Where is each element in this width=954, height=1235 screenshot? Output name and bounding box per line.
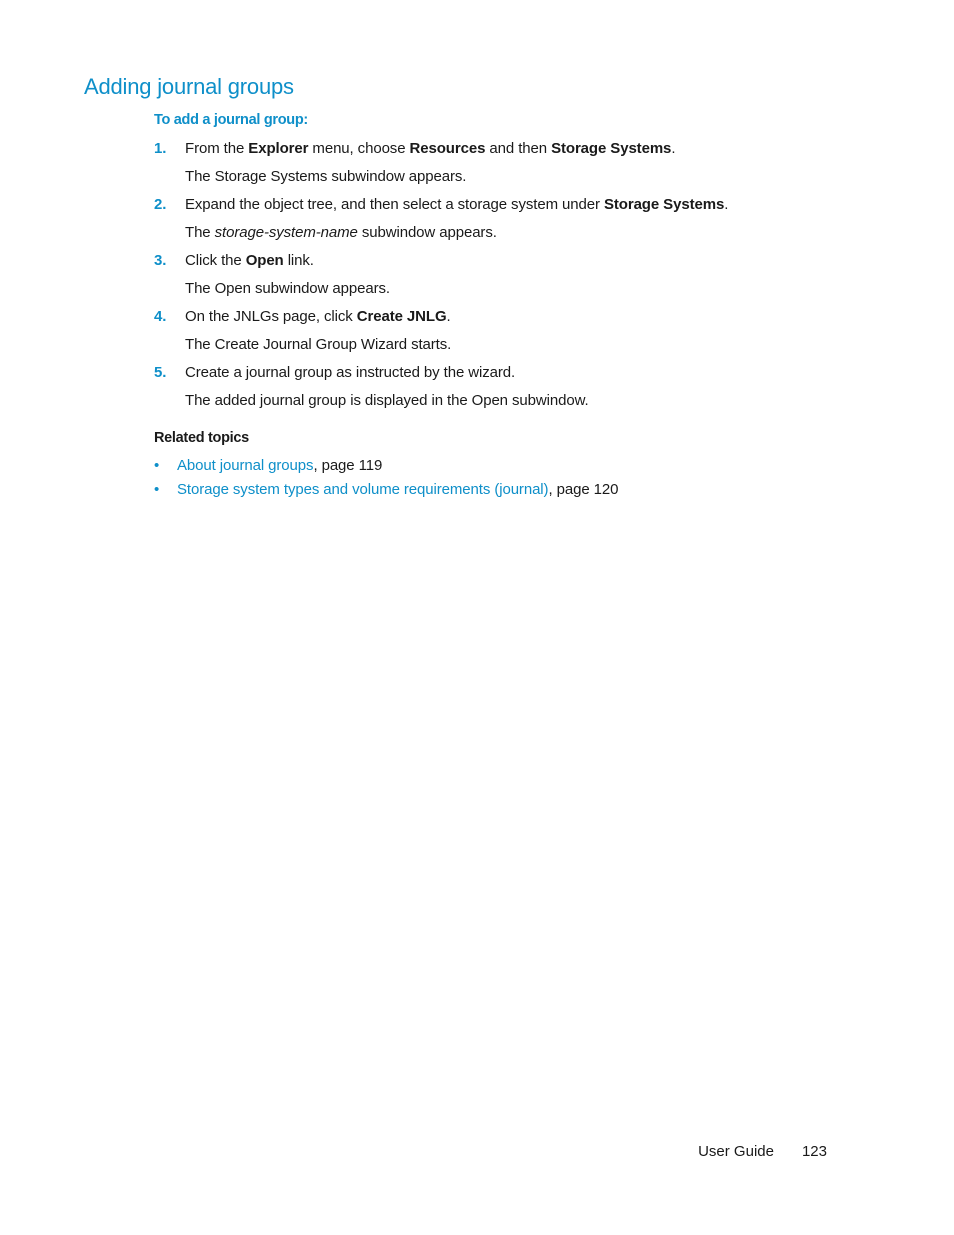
step-4 (154, 306, 854, 362)
bullet-icon: • (154, 457, 160, 474)
page-reference: , page 120 (548, 481, 619, 498)
page-footer (698, 1143, 827, 1160)
ui-term-open: Open (245, 252, 284, 269)
step-number: 1. (154, 140, 167, 157)
link-storage-system-types[interactable]: Storage system types and volume requirements (journal) (177, 481, 549, 498)
step-5 (154, 362, 854, 418)
step-text: The (185, 224, 215, 241)
step-text: menu, choose (308, 140, 410, 157)
ui-term-create-jnlg: Create JNLG (356, 308, 447, 325)
step-number: 5. (154, 364, 167, 381)
step-result: The added journal group is displayed in the Open subwindow. (185, 392, 589, 409)
footer-label: User Guide (698, 1143, 774, 1160)
step-number: 2. (154, 196, 167, 213)
step-instruction (185, 196, 728, 213)
procedure-heading: To add a journal group: (154, 112, 308, 128)
step-number: 3. (154, 252, 167, 269)
ui-term-storage-systems: Storage Systems (551, 140, 672, 157)
ui-term-storage-systems: Storage Systems (603, 196, 725, 213)
step-text: Expand the object tree, and then select a storage system under (185, 196, 604, 213)
step-result (185, 224, 497, 241)
link-about-journal-groups[interactable]: About journal groups (177, 457, 314, 474)
step-result: The Storage Systems subwindow appears. (185, 168, 467, 185)
related-topic (177, 481, 618, 498)
step-1 (154, 138, 854, 194)
step-text: From the (185, 140, 249, 157)
step-instruction (185, 308, 451, 325)
ui-term-explorer: Explorer (248, 140, 309, 157)
ui-term-resources: Resources (409, 140, 486, 157)
step-text: link. (283, 252, 314, 269)
step-3 (154, 250, 854, 306)
step-text: and then (485, 140, 552, 157)
step-text: . (724, 196, 729, 213)
step-2 (154, 194, 854, 250)
related-topics-heading: Related topics (154, 430, 249, 446)
page-reference: , page 119 (313, 457, 383, 474)
step-instruction: Create a journal group as instructed by the wizard. (185, 364, 516, 381)
page-title: Adding journal groups (84, 74, 294, 99)
page-number: 123 (801, 1143, 827, 1160)
related-topic (177, 457, 382, 474)
step-text: . (446, 308, 451, 325)
step-result: The Create Journal Group Wizard starts. (185, 336, 452, 353)
step-text: On the JNLGs page, click (185, 308, 357, 325)
step-number: 4. (154, 308, 167, 325)
step-instruction (185, 252, 314, 269)
step-text: subwindow appears. (357, 224, 497, 241)
step-result: The Open subwindow appears. (185, 280, 390, 297)
step-instruction (185, 140, 675, 157)
step-text: Click the (185, 252, 246, 269)
procedure-steps (154, 138, 854, 418)
step-text: . (671, 140, 676, 157)
bullet-icon: • (154, 481, 160, 498)
variable-term: storage-system-name (214, 224, 358, 241)
